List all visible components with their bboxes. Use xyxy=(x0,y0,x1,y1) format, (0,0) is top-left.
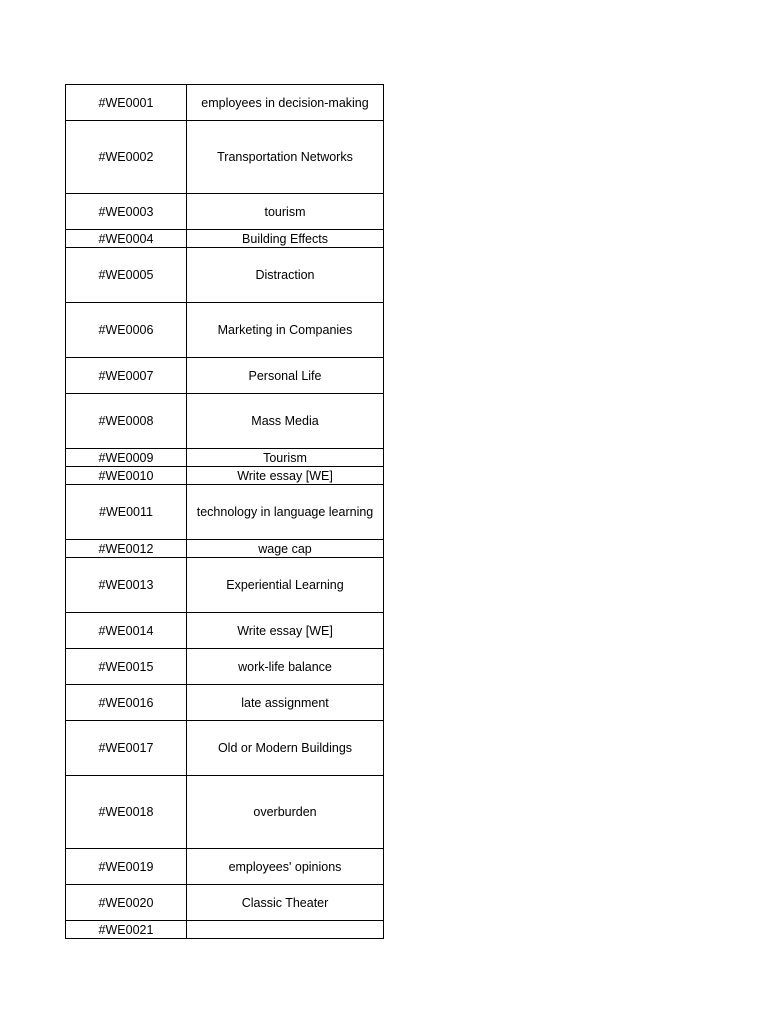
table-row xyxy=(66,685,384,721)
table-row xyxy=(66,467,384,485)
table-row xyxy=(66,303,384,358)
code-cell: #WE0005 xyxy=(66,248,187,303)
code-cell: #WE0017 xyxy=(66,721,187,776)
topic-cell: technology in language learning xyxy=(187,485,384,540)
topic-cell: Transportation Networks xyxy=(187,121,384,194)
topics-table-body xyxy=(66,85,384,939)
topic-cell: late assignment xyxy=(187,685,384,721)
table-row xyxy=(66,885,384,921)
code-cell: #WE0018 xyxy=(66,776,187,849)
topics-table xyxy=(65,84,384,939)
topic-cell: Distraction xyxy=(187,248,384,303)
code-cell: #WE0012 xyxy=(66,540,187,558)
table-row xyxy=(66,558,384,613)
table-row xyxy=(66,358,384,394)
table-row xyxy=(66,394,384,449)
code-cell: #WE0011 xyxy=(66,485,187,540)
code-cell: #WE0006 xyxy=(66,303,187,358)
topic-cell: Classic Theater xyxy=(187,885,384,921)
topic-cell: Experiential Learning xyxy=(187,558,384,613)
topic-cell: overburden xyxy=(187,776,384,849)
topic-cell: employees in decision-making xyxy=(187,85,384,121)
topic-cell: Mass Media xyxy=(187,394,384,449)
table-row xyxy=(66,230,384,248)
code-cell: #WE0007 xyxy=(66,358,187,394)
topic-cell: work-life balance xyxy=(187,649,384,685)
code-cell: #WE0013 xyxy=(66,558,187,613)
code-cell: #WE0014 xyxy=(66,613,187,649)
code-cell: #WE0004 xyxy=(66,230,187,248)
table-row xyxy=(66,721,384,776)
code-cell: #WE0003 xyxy=(66,194,187,230)
topic-cell: Old or Modern Buildings xyxy=(187,721,384,776)
table-row xyxy=(66,85,384,121)
table-row xyxy=(66,248,384,303)
table-row xyxy=(66,540,384,558)
table-row xyxy=(66,613,384,649)
code-cell: #WE0015 xyxy=(66,649,187,685)
topic-cell: Write essay [WE] xyxy=(187,467,384,485)
code-cell: #WE0016 xyxy=(66,685,187,721)
topic-cell: tourism xyxy=(187,194,384,230)
topic-cell: Tourism xyxy=(187,449,384,467)
code-cell: #WE0010 xyxy=(66,467,187,485)
code-cell: #WE0021 xyxy=(66,921,187,939)
table-row xyxy=(66,849,384,885)
topic-cell: Marketing in Companies xyxy=(187,303,384,358)
code-cell: #WE0002 xyxy=(66,121,187,194)
topic-cell xyxy=(187,921,384,939)
table-row xyxy=(66,485,384,540)
code-cell: #WE0001 xyxy=(66,85,187,121)
table-row xyxy=(66,921,384,939)
code-cell: #WE0009 xyxy=(66,449,187,467)
topic-cell: employees' opinions xyxy=(187,849,384,885)
code-cell: #WE0019 xyxy=(66,849,187,885)
table-row xyxy=(66,776,384,849)
table-row xyxy=(66,449,384,467)
code-cell: #WE0008 xyxy=(66,394,187,449)
table-row xyxy=(66,121,384,194)
topic-cell: Write essay [WE] xyxy=(187,613,384,649)
topic-cell: Personal Life xyxy=(187,358,384,394)
topic-cell: Building Effects xyxy=(187,230,384,248)
table-row xyxy=(66,649,384,685)
code-cell: #WE0020 xyxy=(66,885,187,921)
table-row xyxy=(66,194,384,230)
topic-cell: wage cap xyxy=(187,540,384,558)
